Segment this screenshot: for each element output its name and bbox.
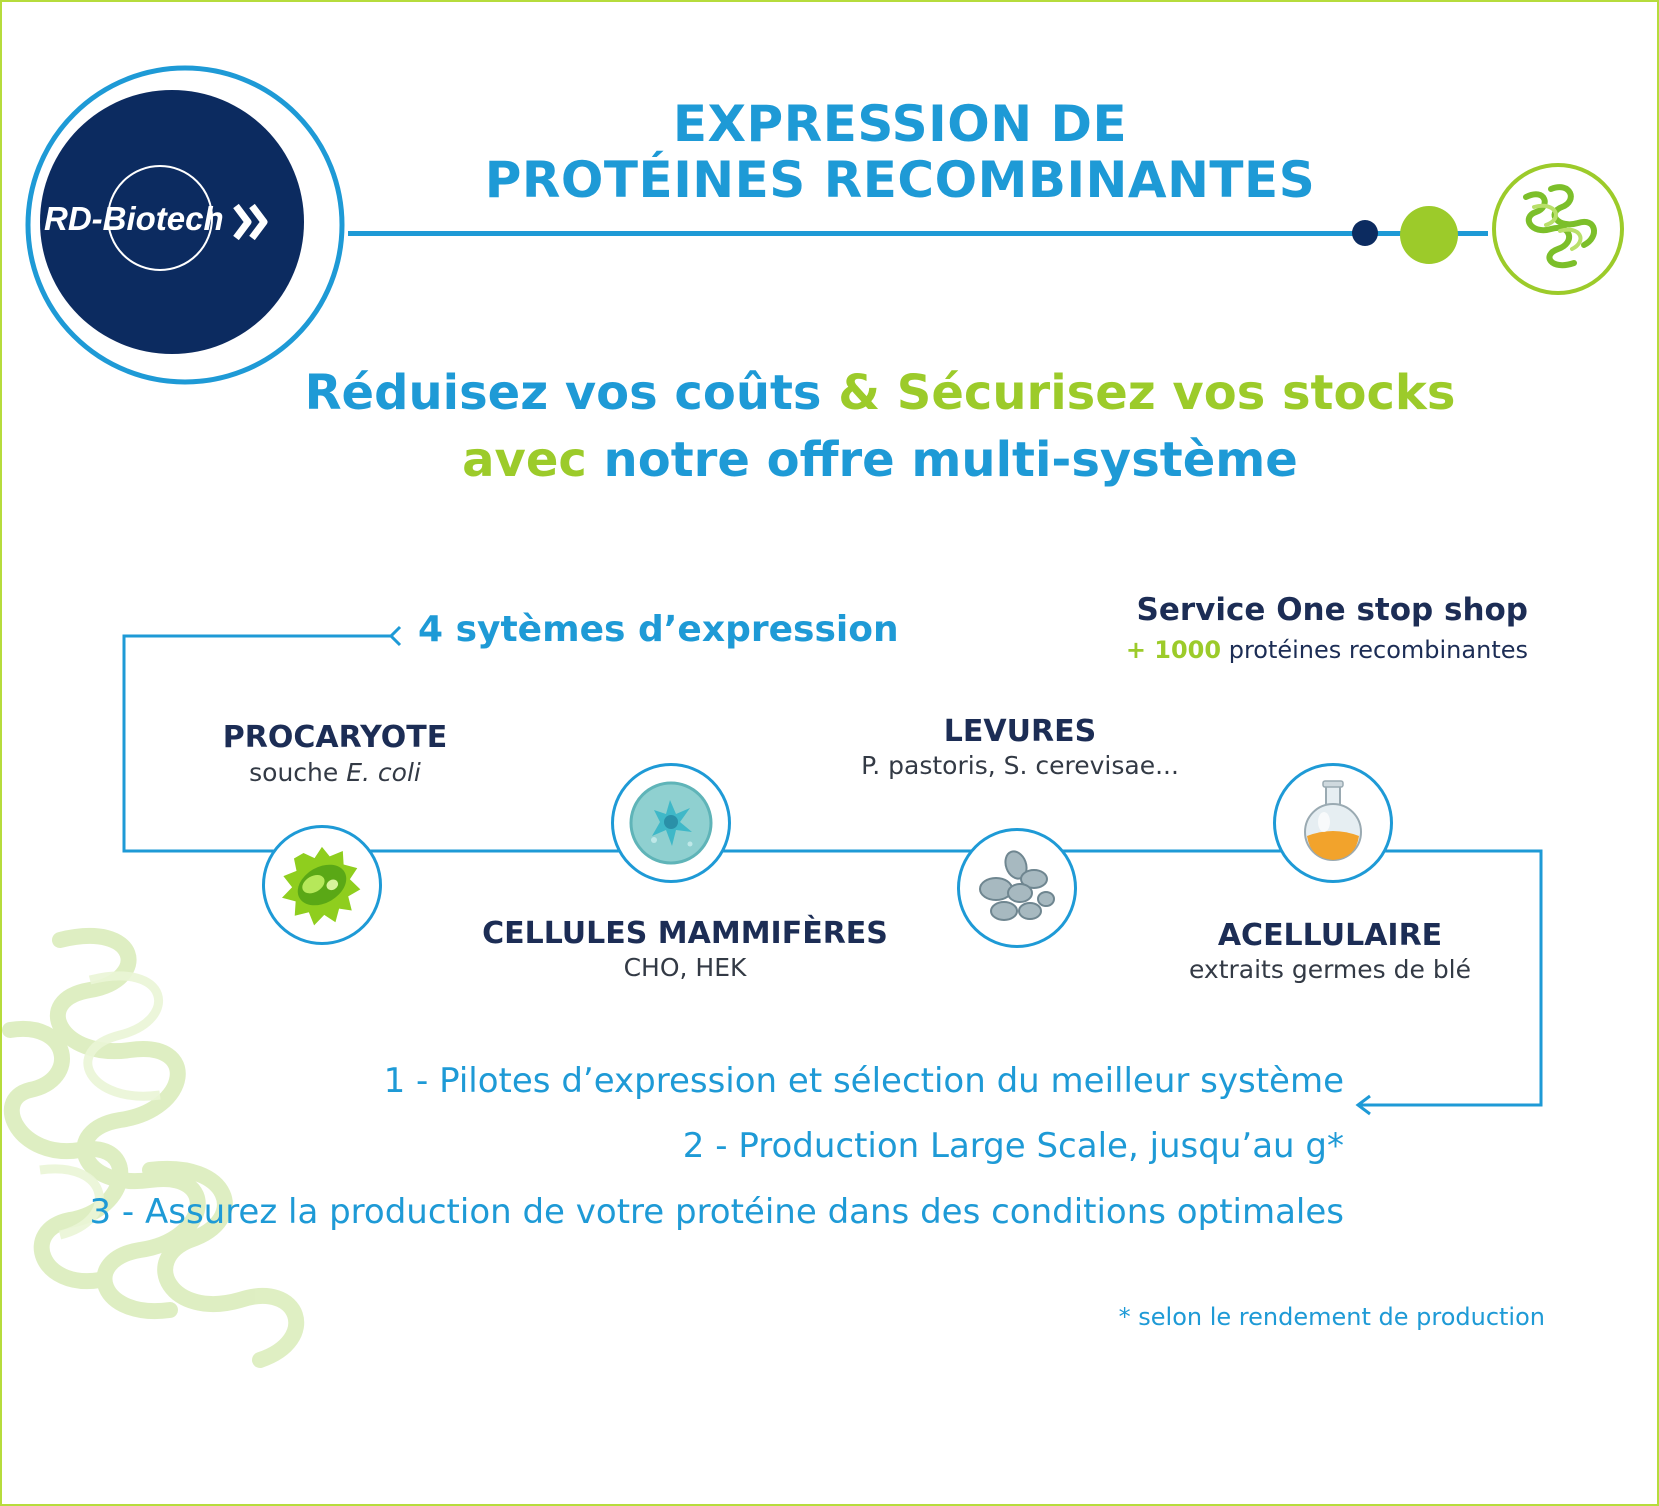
node-procaryote [262, 825, 382, 945]
service-title: Service One stop shop [1136, 592, 1528, 628]
mammalian-cell-icon [614, 766, 728, 880]
flask-icon [1276, 766, 1390, 880]
node-acellulaire [1273, 763, 1393, 883]
service-count: + 1000 [1125, 636, 1222, 664]
tagline-stocks: Sécurisez vos stocks [896, 365, 1456, 421]
system-name-mammiferes: CELLULES MAMMIFÈRES [482, 916, 888, 951]
tagline-costs: Réduisez vos coûts [304, 365, 822, 421]
system-desc-levures: P. pastoris, S. cerevisae... [861, 751, 1179, 780]
bacterium-icon [265, 828, 379, 942]
tagline-amp: & [821, 365, 897, 421]
system-desc-mammiferes: CHO, HEK [623, 953, 747, 982]
system-name-levures: LEVURES [943, 714, 1097, 749]
service-subtitle [1126, 634, 1528, 666]
page-title-line1: EXPRESSION DE [672, 95, 1128, 153]
step-3: 3 - Assurez la production de votre protéine dans des conditions optimales [89, 1192, 1344, 1232]
service-count-label: protéines recombinantes [1221, 636, 1528, 664]
step-2: 2 - Production Large Scale, jusqu’au g* [682, 1126, 1344, 1166]
system-name-procaryote: PROCARYOTE [222, 720, 448, 755]
system-name-acellulaire: ACELLULAIRE [1217, 918, 1443, 953]
tagline-avec: avec [462, 432, 587, 488]
yeast-icon [960, 831, 1074, 945]
node-mammiferes [611, 763, 731, 883]
system-desc-acellulaire: extraits germes de blé [1188, 955, 1472, 984]
tagline-offer: notre offre multi-système [586, 432, 1298, 488]
footnote: * selon le rendement de production [1118, 1303, 1545, 1331]
systems-heading: 4 sytèmes d’expression [418, 609, 899, 650]
logo-text: RD-Biotech [44, 200, 224, 237]
node-levures [957, 828, 1077, 948]
page-title-line2: PROTÉINES RECOMBINANTES [484, 151, 1316, 209]
step-1: 1 - Pilotes d’expression et sélection du meilleur système [383, 1061, 1344, 1101]
system-desc-procaryote: souche E. coli [249, 758, 421, 787]
